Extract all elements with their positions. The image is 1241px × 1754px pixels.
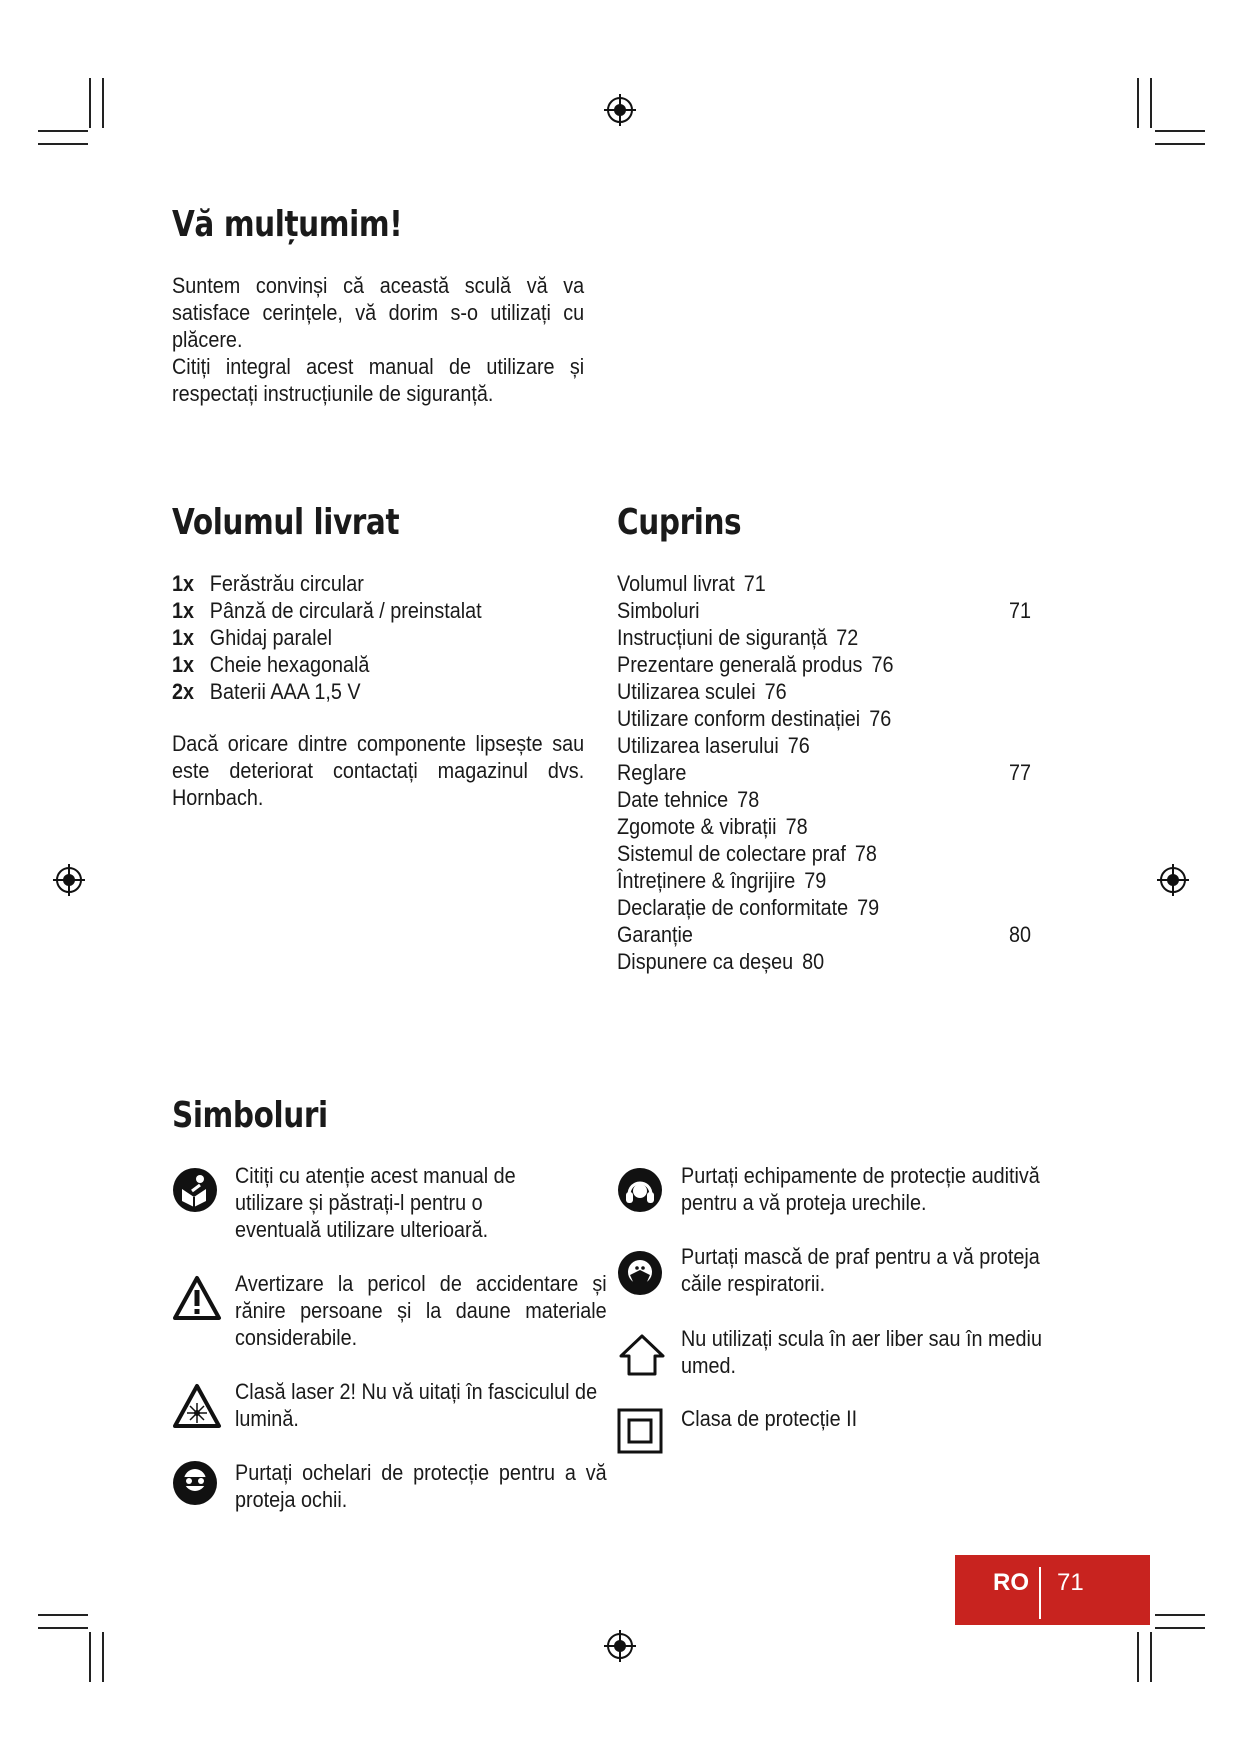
symbol-text: Nu utilizați scula în aer liber sau în mediu umed. [681,1326,1042,1378]
toc-entry [617,651,1031,678]
delivery-qty: 1x [172,571,195,596]
toc-title: Întreținere & îngrijire [617,868,796,893]
toc-page: 77 [1008,760,1031,785]
delivery-list [172,570,584,705]
dust-mask-icon [617,1250,663,1296]
toc-page: 71 [743,571,766,596]
registration-mark-icon [1157,864,1189,896]
toc-label [617,570,766,597]
symbol-text: Clasă laser 2! Nu vă uitați în fasciculul de lumină. [235,1379,598,1431]
symbol-text: Avertizare la pericol de accidentare și rănire persoane și la daune materiale considerabile. [235,1271,607,1350]
delivery-label: Cheie hexagonală [209,652,370,677]
toc-label [617,624,858,651]
toc-title: Utilizarea sculei [617,679,756,704]
delivery-heading: Volumul livrat [172,502,400,543]
page-tag-divider [1039,1567,1041,1619]
laser-warning-icon [172,1383,222,1429]
thanks-heading: Vă mulțumim! [172,204,403,245]
registration-mark-icon [604,1630,636,1662]
toc-title: Sistemul de colectare praf [617,841,846,866]
delivery-qty: 1x [172,625,195,650]
toc-label [617,597,700,624]
page-tag [955,1555,1150,1625]
contents-heading: Cuprins [617,502,742,543]
toc-page: 76 [871,652,894,677]
delivery-label: Ferăstrău circular [209,571,364,596]
toc-page: 76 [787,733,810,758]
toc-entry [617,840,1031,867]
toc-page: 78 [785,814,808,839]
toc-page: 80 [1008,922,1031,947]
symbol-text: Purtați echipamente de protecție auditivă pentru a vă proteja urechile. [681,1163,1040,1215]
delivery-item [172,570,584,597]
toc-entry [617,570,1031,597]
toc-title: Simboluri [617,598,700,623]
toc-page: 71 [1008,598,1031,623]
delivery-item [172,624,584,651]
toc-entry [617,705,1031,732]
warning-triangle-icon [172,1275,222,1321]
delivery-item [172,678,584,705]
toc-entry [617,624,1031,651]
toc-label [617,732,810,759]
toc-page: 79 [804,868,827,893]
toc-label [617,867,826,894]
toc-label [617,705,891,732]
toc-page: 78 [737,787,760,812]
toc-title: Dispunere ca deșeu [617,949,794,974]
toc-entry [617,759,1031,786]
read-manual-icon [172,1167,218,1213]
toc-title: Utilizare conform destinației [617,706,861,731]
toc-entry [617,813,1031,840]
symbol-text: Clasa de protecție II [681,1406,858,1431]
delivery-label: Baterii AAA 1,5 V [209,679,361,704]
toc-label [617,678,787,705]
thanks-paragraph-1: Suntem convinși că această sculă vă va satisface cerințele, vă dorim s-o utilizați cu plăcere. [172,273,585,352]
toc-title: Declarație de conformitate [617,895,849,920]
indoor-use-icon [617,1332,667,1378]
page-number: 71 [1057,1569,1084,1596]
registration-mark-icon [604,94,636,126]
ear-protection-icon [617,1167,663,1213]
toc-page: 78 [854,841,877,866]
safety-goggles-icon [172,1460,218,1506]
toc-label [617,948,824,975]
symbol-text: Purtați ochelari de protecție pentru a vă proteja ochii. [235,1460,607,1512]
toc-label [617,921,693,948]
symbol-text: Citiți cu atenție acest manual de utilizare și păstrați-l pentru o eventuală utilizare ulterioară. [235,1163,516,1242]
toc-title: Garanție [617,922,693,947]
toc-label [617,840,877,867]
delivery-item [172,651,584,678]
table-of-contents [617,570,1031,975]
delivery-note: Dacă oricare dintre componente lipsește sau este deteriorat contactați magazinul dvs. Hornbach. [172,731,585,810]
toc-page: 76 [869,706,892,731]
toc-label [617,651,893,678]
protection-class-ii-icon [617,1408,663,1454]
delivery-label: Pânză de circulară / preinstalat [209,598,482,623]
toc-label [617,759,686,786]
toc-title: Date tehnice [617,787,729,812]
toc-entry [617,597,1031,624]
symbol-text: Purtați mască de praf pentru a vă proteja căile respiratorii. [681,1244,1040,1296]
toc-entry [617,867,1031,894]
toc-page: 80 [802,949,825,974]
toc-title: Volumul livrat [617,571,735,596]
toc-entry [617,948,1031,975]
thanks-paragraph-2: Citiți integral acest manual de utilizare și respectați instrucțiunile de siguranță. [172,354,585,406]
delivery-label: Ghidaj paralel [209,625,332,650]
toc-label [617,813,808,840]
toc-page: 79 [857,895,880,920]
toc-title: Instrucțiuni de siguranță [617,625,828,650]
toc-label [617,894,879,921]
toc-title: Prezentare generală produs [617,652,863,677]
toc-page: 72 [836,625,859,650]
symbols-heading: Simboluri [172,1095,328,1136]
toc-title: Zgomote & vibrații [617,814,777,839]
toc-label [617,786,759,813]
toc-entry [617,921,1031,948]
toc-entry [617,732,1031,759]
toc-title: Reglare [617,760,687,785]
delivery-item [172,597,584,624]
delivery-qty: 2x [172,679,195,704]
thanks-text [172,272,584,407]
toc-title: Utilizarea laserului [617,733,779,758]
toc-entry [617,678,1031,705]
delivery-qty: 1x [172,598,195,623]
toc-entry [617,894,1031,921]
registration-mark-icon [53,864,85,896]
toc-entry [617,786,1031,813]
delivery-qty: 1x [172,652,195,677]
toc-page: 76 [764,679,787,704]
language-code: RO [993,1569,1029,1596]
